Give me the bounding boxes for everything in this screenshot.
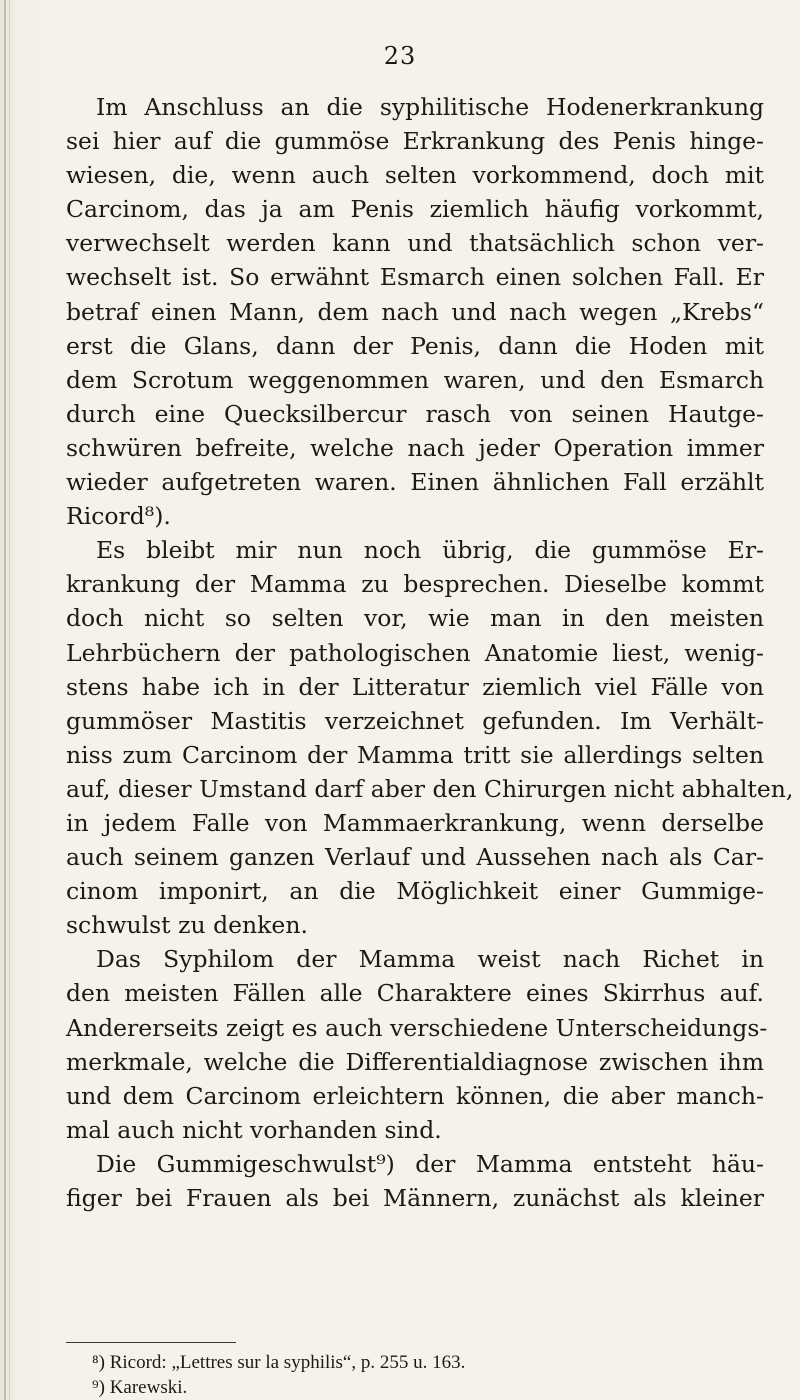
text-line: verwechselt werden kann und thatsächlich schon ver- [66,229,764,258]
paragraph-2 [66,533,794,942]
text-line: in jedem Falle von Mammaerkrankung, wenn derselbe [66,808,764,837]
text-line: Lehrbüchern der pathologischen Anatomie liest, wenig- [66,638,764,667]
footnote-divider [66,1342,236,1343]
text-line: schwüren befreite, welche nach jeder Operation immer [66,433,764,462]
paragraph-4 [66,1147,764,1215]
text-line: Andererseits zeigt es auch verschiedene Unterscheidungs- [66,1013,768,1042]
text-line: Das Syphilom der Mamma weist nach Richet in [96,945,764,974]
text-line: figer bei Frauen als bei Männern, zunächst als kleiner [66,1184,764,1212]
text-line: sei hier auf die gummöse Erkrankung des Penis hinge- [66,127,764,156]
text-line: auch seinem ganzen Verlauf und Aussehen nach als Car- [66,843,764,872]
text-line: niss zum Carcinom der Mamma tritt sie allerdings selten [66,740,764,769]
text-line: wechselt ist. So erwähnt Esmarch einen solchen Fall. Er [66,263,764,292]
text-line: und dem Carcinom erleichtern können, die aber manch- [66,1081,764,1110]
text-line: auf, dieser Umstand darf aber den Chirurgen nicht abhalten, [66,774,794,803]
text-line: dem Scrotum weggenommen waren, und den Esmarch [66,365,764,394]
text-line: durch eine Quecksilbercur rasch von seinen Hautge- [66,399,764,428]
paragraph-3 [66,942,768,1147]
text-line: erst die Glans, dann der Penis, dann die Hoden mit [66,331,764,360]
text-line: betraf einen Mann, dem nach und nach wegen „Krebs“ [66,297,764,326]
text-line: Im Anschluss an die syphilitische Hodenerkrankung [96,93,764,121]
text-line: wieder aufgetreten waren. Einen ähnlichen Fall erzählt [66,468,764,497]
page-edge-shadow [4,0,6,1400]
text-line: Es bleibt mir nun noch übrig, die gummöse Er- [96,536,764,565]
footnote-8: ⁸) Ricord: „Lettres sur la syphilis“, p. 255 u. 163. [92,1352,466,1373]
page-edge-line [9,0,10,1400]
footnote-9: ⁹) Karewski. [92,1377,188,1398]
text-line: krankung der Mamma zu besprechen. Dieselbe kommt [66,570,764,599]
text-line: merkmale, welche die Differentialdiagnose zwischen ihm [66,1047,764,1076]
text-line: Carcinom, das ja am Penis ziemlich häufig vorkommt, [66,195,764,224]
page-number: 23 [383,42,417,70]
text-line: wiesen, die, wenn auch selten vorkommend, doch mit [66,161,764,190]
text-line: doch nicht so selten vor, wie man in den meisten [66,604,764,633]
text-line: Ricord⁸). [66,502,171,531]
paragraph-1 [66,90,764,533]
text-line: den meisten Fällen alle Charaktere eines Skirrhus auf. [66,979,764,1008]
text-line: mal auch nicht vorhanden sind. [66,1115,442,1144]
footnotes [92,1350,465,1400]
text-line: gummöser Mastitis verzeichnet gefunden. Im Verhält- [66,706,764,735]
text-line: stens habe ich in der Litteratur ziemlich viel Fälle von [66,672,764,701]
body-text [66,90,794,1215]
text-line: Die Gummigeschwulst⁹) der Mamma entsteht häu- [96,1149,764,1178]
text-line: cinom imponirt, an die Möglichkeit einer Gummige- [66,877,764,906]
text-line: schwulst zu denken. [66,911,308,940]
